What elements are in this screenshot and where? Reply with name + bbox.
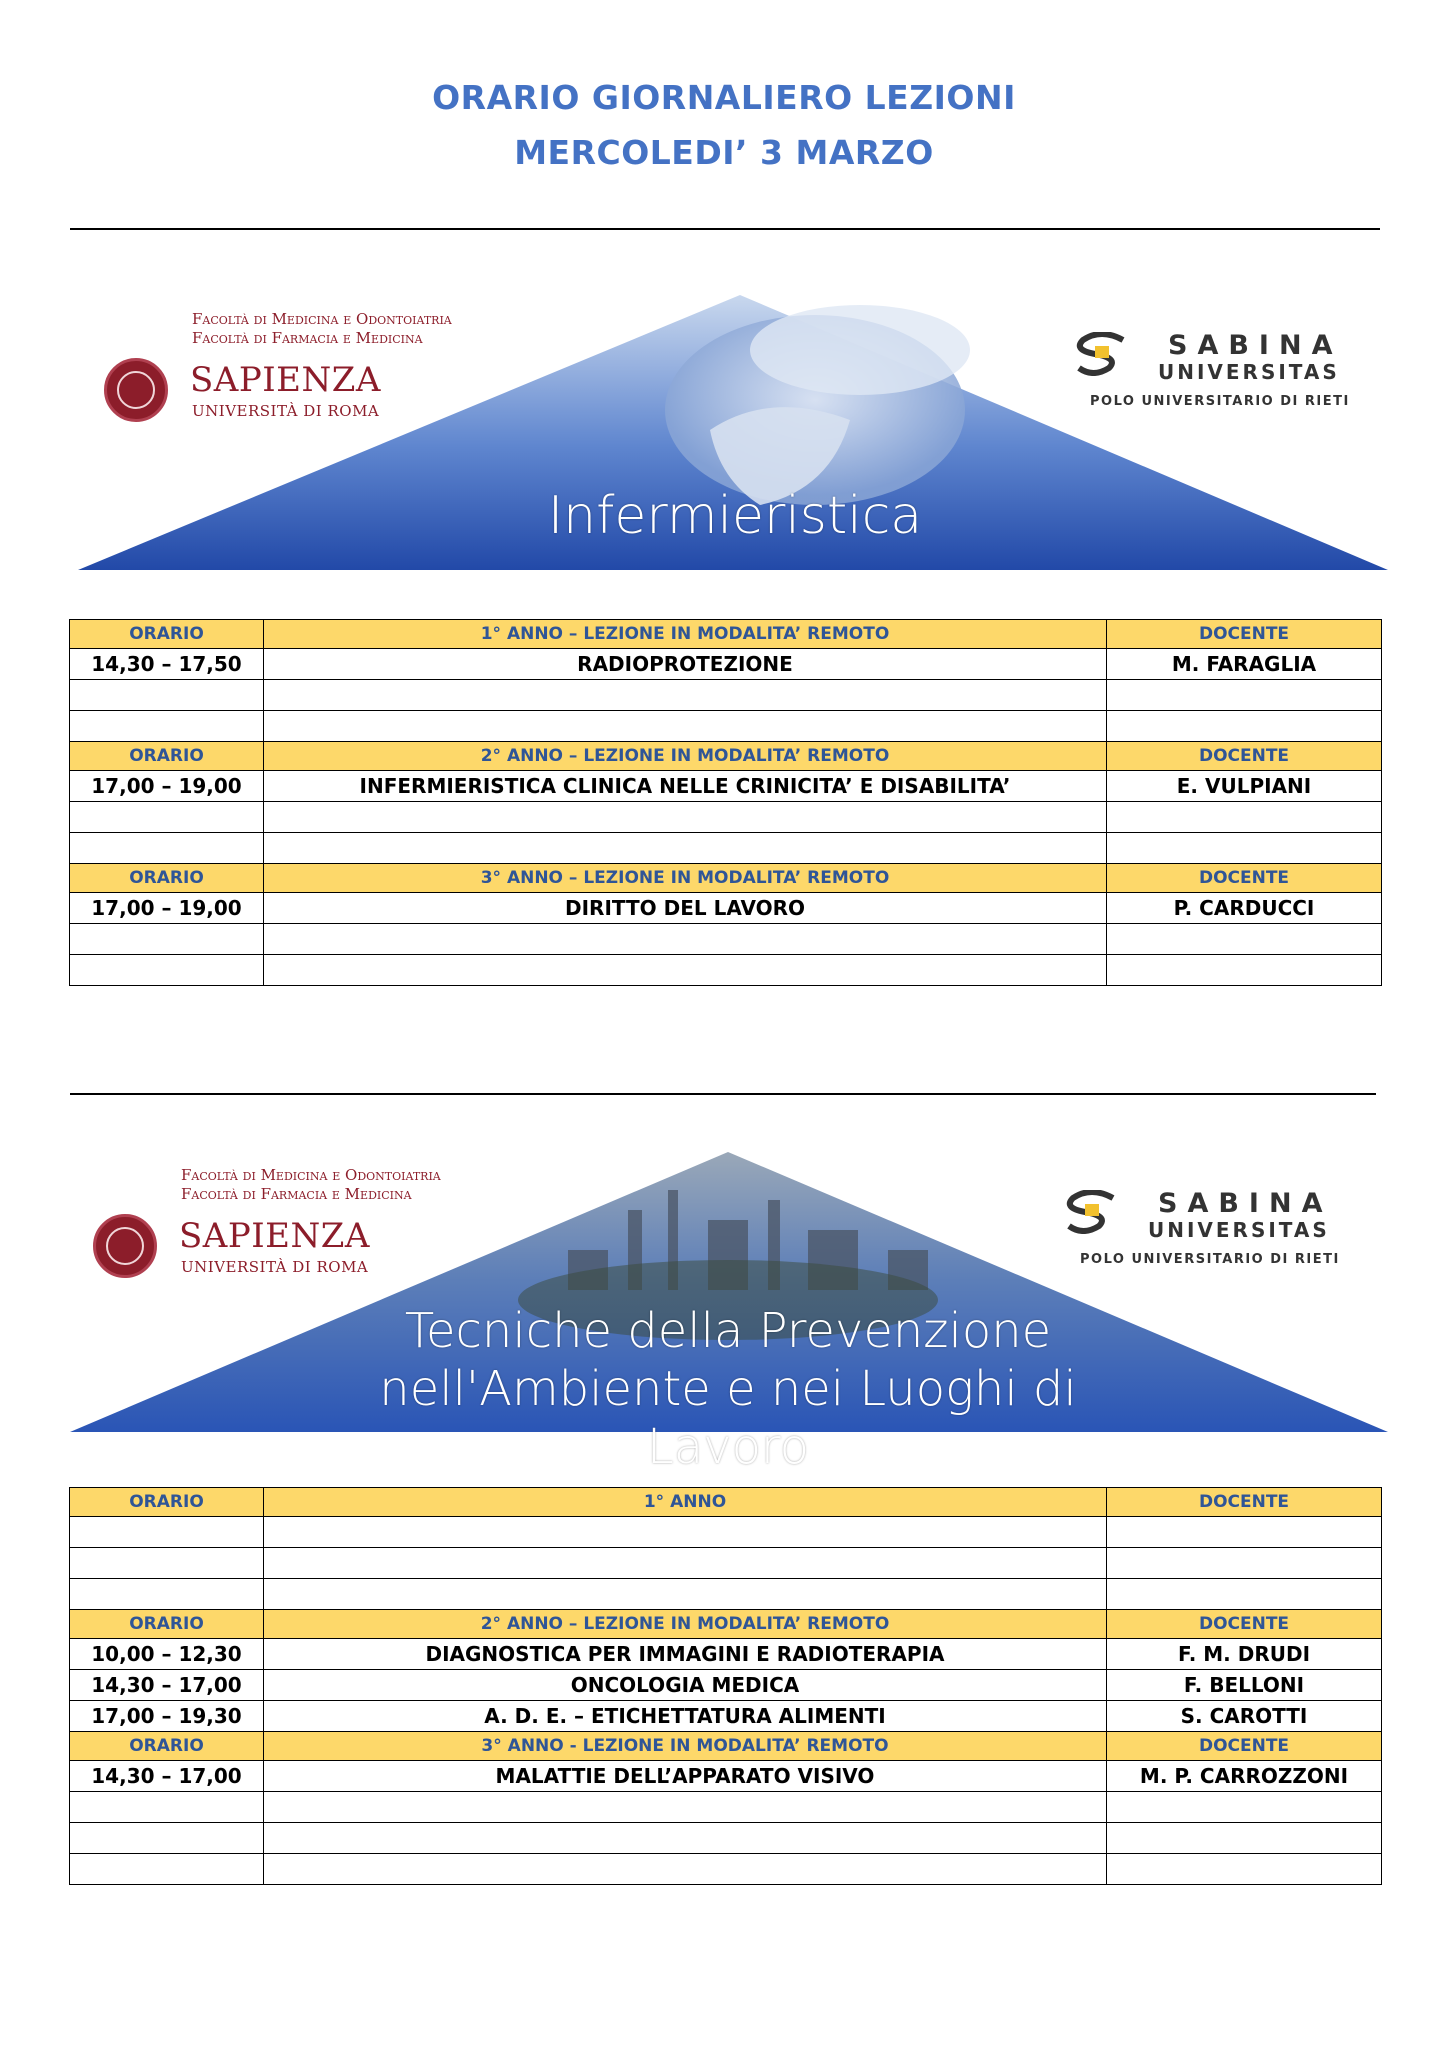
- cell-teacher: [1107, 1579, 1382, 1610]
- table-row: [70, 1854, 1382, 1885]
- cell-time: 17,00 – 19,30: [70, 1701, 264, 1732]
- table-row: [70, 711, 1382, 742]
- cell-teacher: F. BELLONI: [1107, 1670, 1382, 1701]
- cell-subject: RADIOPROTEZIONE: [264, 649, 1107, 680]
- header-anno: 2° ANNO – LEZIONE IN MODALITA’ REMOTO: [264, 1610, 1107, 1639]
- cell-teacher: [1107, 1792, 1382, 1823]
- cell-subject: ONCOLOGIA MEDICA: [264, 1670, 1107, 1701]
- table-row: [70, 680, 1382, 711]
- table-row: [70, 1792, 1382, 1823]
- header-anno: 1° ANNO – LEZIONE IN MODALITA’ REMOTO: [264, 620, 1107, 649]
- sapienza-faculty-1: Facoltà di Medicina e Odontoiatria Facoltà di Farmacia e Medicina: [192, 310, 452, 347]
- cell-teacher: [1107, 1854, 1382, 1885]
- cell-time: [70, 1792, 264, 1823]
- cell-time: [70, 1579, 264, 1610]
- cell-subject: A. D. E. – ETICHETTATURA ALIMENTI: [264, 1701, 1107, 1732]
- page-title: ORARIO GIORNALIERO LEZIONI: [432, 78, 1016, 117]
- cell-time: 14,30 – 17,00: [70, 1670, 264, 1701]
- cell-subject: DIAGNOSTICA PER IMMAGINI E RADIOTERAPIA: [264, 1639, 1107, 1670]
- header-anno: 1° ANNO: [264, 1488, 1107, 1517]
- header-orario: ORARIO: [70, 620, 264, 649]
- cell-teacher: [1107, 1823, 1382, 1854]
- cell-subject: [264, 711, 1107, 742]
- header-docente: DOCENTE: [1107, 1488, 1382, 1517]
- banner-title-infermieristica: Infermieristica: [547, 486, 923, 546]
- header-orario: ORARIO: [70, 864, 264, 893]
- cell-teacher: [1107, 955, 1382, 986]
- divider: [70, 228, 1380, 230]
- header-docente: DOCENTE: [1107, 864, 1382, 893]
- table-row: [70, 1701, 1382, 1732]
- schedule-table-infermieristica: [69, 619, 1382, 986]
- header-docente: DOCENTE: [1107, 1732, 1382, 1761]
- cell-subject: [264, 1548, 1107, 1579]
- cell-teacher: M. P. CARROZZONI: [1107, 1761, 1382, 1792]
- cell-teacher: [1107, 711, 1382, 742]
- cell-subject: MALATTIE DELL’APPARATO VISIVO: [264, 1761, 1107, 1792]
- sabina-polo: POLO UNIVERSITARIO DI RIETI: [1090, 394, 1350, 409]
- cell-time: 17,00 – 19,00: [70, 893, 264, 924]
- header-orario: ORARIO: [70, 1488, 264, 1517]
- sapienza-seal-icon: [93, 1214, 157, 1278]
- table-header-row: [70, 1732, 1382, 1761]
- cell-subject: [264, 1517, 1107, 1548]
- header-docente: DOCENTE: [1107, 1610, 1382, 1639]
- cell-teacher: [1107, 924, 1382, 955]
- sabina-polo: POLO UNIVERSITARIO DI RIETI: [1080, 1252, 1340, 1267]
- sapienza-name: SAPIENZA: [179, 1216, 370, 1256]
- cell-teacher: [1107, 833, 1382, 864]
- sabina-logo-icon: [1075, 332, 1127, 376]
- cell-subject: [264, 955, 1107, 986]
- cell-subject: [264, 680, 1107, 711]
- sapienza-seal-icon: [104, 358, 168, 422]
- table-header-row: [70, 742, 1382, 771]
- header-anno: 3° ANNO - LEZIONE IN MODALITA’ REMOTO: [264, 1732, 1107, 1761]
- cell-time: [70, 1823, 264, 1854]
- cell-time: 14,30 – 17,50: [70, 649, 264, 680]
- cell-teacher: [1107, 680, 1382, 711]
- banner-infermieristica: [70, 290, 1390, 580]
- cell-subject: [264, 1792, 1107, 1823]
- sabina-universitas: UNIVERSITAS: [1158, 360, 1340, 384]
- header-orario: ORARIO: [70, 742, 264, 771]
- cell-time: [70, 1854, 264, 1885]
- divider: [70, 1093, 1376, 1095]
- cell-subject: [264, 833, 1107, 864]
- sabina-universitas: UNIVERSITAS: [1148, 1218, 1330, 1242]
- table-header-row: [70, 620, 1382, 649]
- cell-time: [70, 680, 264, 711]
- cell-time: 17,00 – 19,00: [70, 771, 264, 802]
- banner-prevenzione: [68, 1150, 1388, 1475]
- table-row: [70, 1823, 1382, 1854]
- cell-time: [70, 1548, 264, 1579]
- cell-teacher: P. CARDUCCI: [1107, 893, 1382, 924]
- cell-time: [70, 924, 264, 955]
- cell-subject: [264, 1854, 1107, 1885]
- sabina-name: SABINA: [1158, 1188, 1333, 1219]
- table-row: [70, 893, 1382, 924]
- table-header-row: [70, 864, 1382, 893]
- cell-subject: [264, 1823, 1107, 1854]
- table-row: [70, 802, 1382, 833]
- table-row: [70, 1639, 1382, 1670]
- sapienza-subtitle: UNIVERSITÀ DI ROMA: [192, 402, 380, 420]
- cell-teacher: [1107, 1517, 1382, 1548]
- cell-time: [70, 802, 264, 833]
- header-docente: DOCENTE: [1107, 620, 1382, 649]
- cell-teacher: E. VULPIANI: [1107, 771, 1382, 802]
- table-row: [70, 649, 1382, 680]
- table-header-row: [70, 1488, 1382, 1517]
- table-row: [70, 1517, 1382, 1548]
- cell-time: [70, 955, 264, 986]
- cell-subject: DIRITTO DEL LAVORO: [264, 893, 1107, 924]
- header-anno: 2° ANNO – LEZIONE IN MODALITA’ REMOTO: [264, 742, 1107, 771]
- table-row: [70, 924, 1382, 955]
- page-date: MERCOLEDI’ 3 MARZO: [514, 133, 934, 172]
- header-orario: ORARIO: [70, 1732, 264, 1761]
- cell-teacher: F. M. DRUDI: [1107, 1639, 1382, 1670]
- table-row: [70, 1670, 1382, 1701]
- table-row: [70, 1579, 1382, 1610]
- table-row: [70, 771, 1382, 802]
- cell-time: [70, 1517, 264, 1548]
- sabina-logo-icon: [1065, 1190, 1117, 1234]
- cell-subject: INFERMIERISTICA CLINICA NELLE CRINICITA’ E DISABILITA’: [264, 771, 1107, 802]
- cell-teacher: [1107, 802, 1382, 833]
- sapienza-subtitle: UNIVERSITÀ DI ROMA: [181, 1258, 369, 1276]
- cell-time: [70, 711, 264, 742]
- cell-time: [70, 833, 264, 864]
- cell-subject: [264, 1579, 1107, 1610]
- header-orario: ORARIO: [70, 1610, 264, 1639]
- cell-teacher: M. FARAGLIA: [1107, 649, 1382, 680]
- sapienza-name: SAPIENZA: [190, 360, 381, 400]
- sabina-name: SABINA: [1168, 330, 1343, 361]
- table-header-row: [70, 1610, 1382, 1639]
- table-row: [70, 1548, 1382, 1579]
- cell-subject: [264, 924, 1107, 955]
- header-docente: DOCENTE: [1107, 742, 1382, 771]
- schedule-table-prevenzione: [69, 1487, 1382, 1885]
- cell-time: 10,00 – 12,30: [70, 1639, 264, 1670]
- table-row: [70, 833, 1382, 864]
- cell-teacher: [1107, 1548, 1382, 1579]
- table-row: [70, 1761, 1382, 1792]
- table-row: [70, 955, 1382, 986]
- cell-time: 14,30 – 17,00: [70, 1761, 264, 1792]
- cell-teacher: S. CAROTTI: [1107, 1701, 1382, 1732]
- sapienza-faculty-2: Facoltà di Medicina e Odontoiatria Facoltà di Farmacia e Medicina: [181, 1166, 441, 1203]
- cell-subject: [264, 802, 1107, 833]
- banner-title-prevenzione: Tecniche della Prevenzione nell'Ambiente e nei Luoghi di Lavoro: [379, 1303, 1077, 1475]
- header-anno: 3° ANNO – LEZIONE IN MODALITA’ REMOTO: [264, 864, 1107, 893]
